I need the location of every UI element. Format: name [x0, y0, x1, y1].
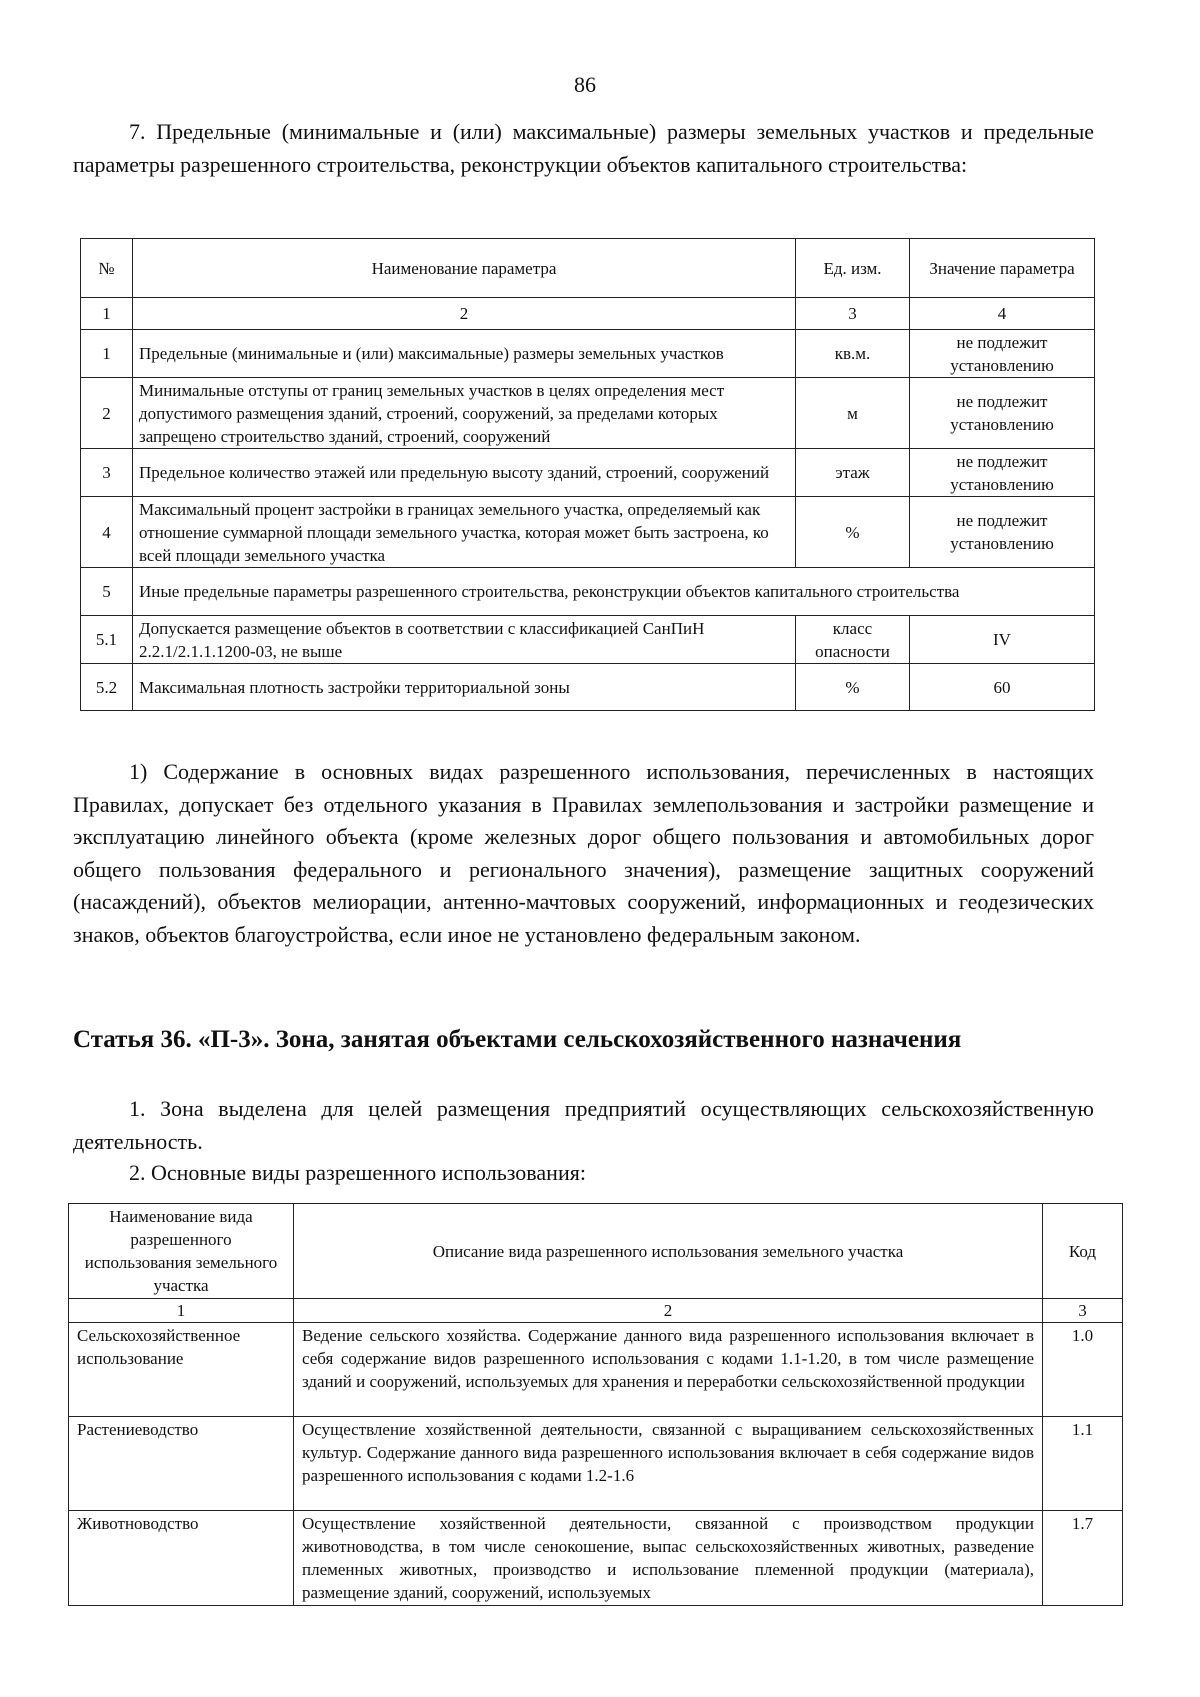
column-number: 3 [796, 298, 910, 330]
use-description: Осуществление хозяйственной деятельности, связанной с производством продукции животноводства, в том числе сенокошение, выпас сельскохозяйственных животных, разведение племенных животных, производство и использование племенной продукции (материала), размещение зданий, сооружений, используемых [294, 1511, 1043, 1606]
row-number: 5 [81, 568, 133, 616]
parameter-value: не подлежит установлению [910, 497, 1095, 568]
column-number-row [69, 1299, 1123, 1323]
parameter-name: Допускается размещение объектов в соответствии с классификацией СанПиН 2.2.1/2.1.1.1200-03, не выше [133, 616, 796, 664]
table-row [81, 330, 1095, 378]
parameter-name: Предельные (минимальные и (или) максимальные) размеры земельных участков [133, 330, 796, 378]
parameter-unit: класс опасности [796, 616, 910, 664]
use-code: 1.1 [1043, 1417, 1123, 1511]
column-number-row [81, 298, 1095, 330]
table-row [69, 1417, 1123, 1511]
article-36-heading: Статья 36. «П-3». Зона, занятая объектами сельскохозяйственного назначения [73, 1026, 962, 1053]
use-code: 1.7 [1043, 1511, 1123, 1606]
parameter-name: Максимальная плотность застройки территориальной зоны [133, 664, 796, 711]
row-number: 5.2 [81, 664, 133, 711]
parameter-name: Иные предельные параметры разрешенного строительства, реконструкции объектов капитального строительства [133, 568, 1095, 616]
table-header-row [81, 239, 1095, 298]
header-cell: Наименование параметра [133, 239, 796, 298]
row-number: 5.1 [81, 616, 133, 664]
table-row [81, 616, 1095, 664]
parameter-name: Максимальный процент застройки в границах земельного участка, определяемый как отношение суммарной площади земельного участка, которая может быть застроена, ко всей площади земельного участка [133, 497, 796, 568]
column-number: 3 [1043, 1299, 1123, 1323]
header-cell: Ед. изм. [796, 239, 910, 298]
parameter-unit: м [796, 378, 910, 449]
header-cell: Наименование вида разрешенного использования земельного участка [69, 1204, 294, 1299]
use-name: Растениеводство [69, 1417, 294, 1511]
table-row [69, 1323, 1123, 1417]
use-name: Сельскохозяйственное использование [69, 1323, 294, 1417]
parameter-unit: % [796, 497, 910, 568]
row-number: 3 [81, 449, 133, 497]
parameters-table [80, 238, 1095, 711]
parameter-unit: кв.м. [796, 330, 910, 378]
table-row [81, 568, 1095, 616]
table-row [81, 497, 1095, 568]
parameter-unit: % [796, 664, 910, 711]
header-cell: Код [1043, 1204, 1123, 1299]
section-7-text: 7. Предельные (минимальные и (или) максимальные) размеры земельных участков и предельные параметры разрешенного строительства, реконструкции объектов капитального строительства: [73, 119, 1094, 177]
row-number: 2 [81, 378, 133, 449]
parameter-value: не подлежит установлению [910, 330, 1095, 378]
header-cell: № [81, 239, 133, 298]
note-1-text: 1) Содержание в основных видах разрешенного использования, перечисленных в настоящих Правилах, допускает без отдельного указания в Правилах землепользования и застройки размещение и эксплуатацию линейного объекта (кроме железных дорог общего пользования и автомобильных дорог общего пользования федерального и регионального значения), размещение защитных сооружений (насаждений), объектов мелиорации, антенно-мачтовых сооружений, информационных и геодезических знаков, объектов благоустройства, если иное не установлено федеральным законом. [73, 759, 1094, 947]
table-header-row [69, 1204, 1123, 1299]
parameter-value: IV [910, 616, 1095, 664]
parameter-name: Минимальные отступы от границ земельных участков в целях определения мест допустимого размещения зданий, строений, сооружений, за пределами которых запрещено строительство зданий, строений, сооружений [133, 378, 796, 449]
table-row [81, 378, 1095, 449]
permitted-use-table [68, 1203, 1123, 1606]
parameter-unit: этаж [796, 449, 910, 497]
use-description: Ведение сельского хозяйства. Содержание данного вида разрешенного использования включает в себя содержание видов разрешенного использования с кодами 1.1-1.20, в том числе размещение зданий и сооружений, используемых для хранения и переработки сельскохозяйственной продукции [294, 1323, 1043, 1417]
row-number: 1 [81, 330, 133, 378]
parameter-name: Предельное количество этажей или предельную высоту зданий, строений, сооружений [133, 449, 796, 497]
use-code: 1.0 [1043, 1323, 1123, 1417]
article-36-item-1: 1. Зона выделена для целей размещения предприятий осуществляющих сельскохозяйственную деятельность. [73, 1096, 1094, 1154]
parameter-value: 60 [910, 664, 1095, 711]
parameter-value: не подлежит установлению [910, 378, 1095, 449]
table-row [81, 664, 1095, 711]
page-number: 86 [574, 72, 596, 97]
use-description: Осуществление хозяйственной деятельности, связанной с выращиванием сельскохозяйственных культур. Содержание данного вида разрешенного использования включает в себя содержание видов разрешенного использования с кодами 1.2-1.6 [294, 1417, 1043, 1511]
table-row [81, 449, 1095, 497]
column-number: 2 [294, 1299, 1043, 1323]
column-number: 1 [69, 1299, 294, 1323]
row-number: 4 [81, 497, 133, 568]
parameter-value: не подлежит установлению [910, 449, 1095, 497]
table-row [69, 1511, 1123, 1606]
header-cell: Значение параметра [910, 239, 1095, 298]
article-36-item-2: 2. Основные виды разрешенного использования: [129, 1160, 586, 1185]
column-number: 4 [910, 298, 1095, 330]
use-name: Животноводство [69, 1511, 294, 1606]
header-cell: Описание вида разрешенного использования земельного участка [294, 1204, 1043, 1299]
column-number: 2 [133, 298, 796, 330]
column-number: 1 [81, 298, 133, 330]
